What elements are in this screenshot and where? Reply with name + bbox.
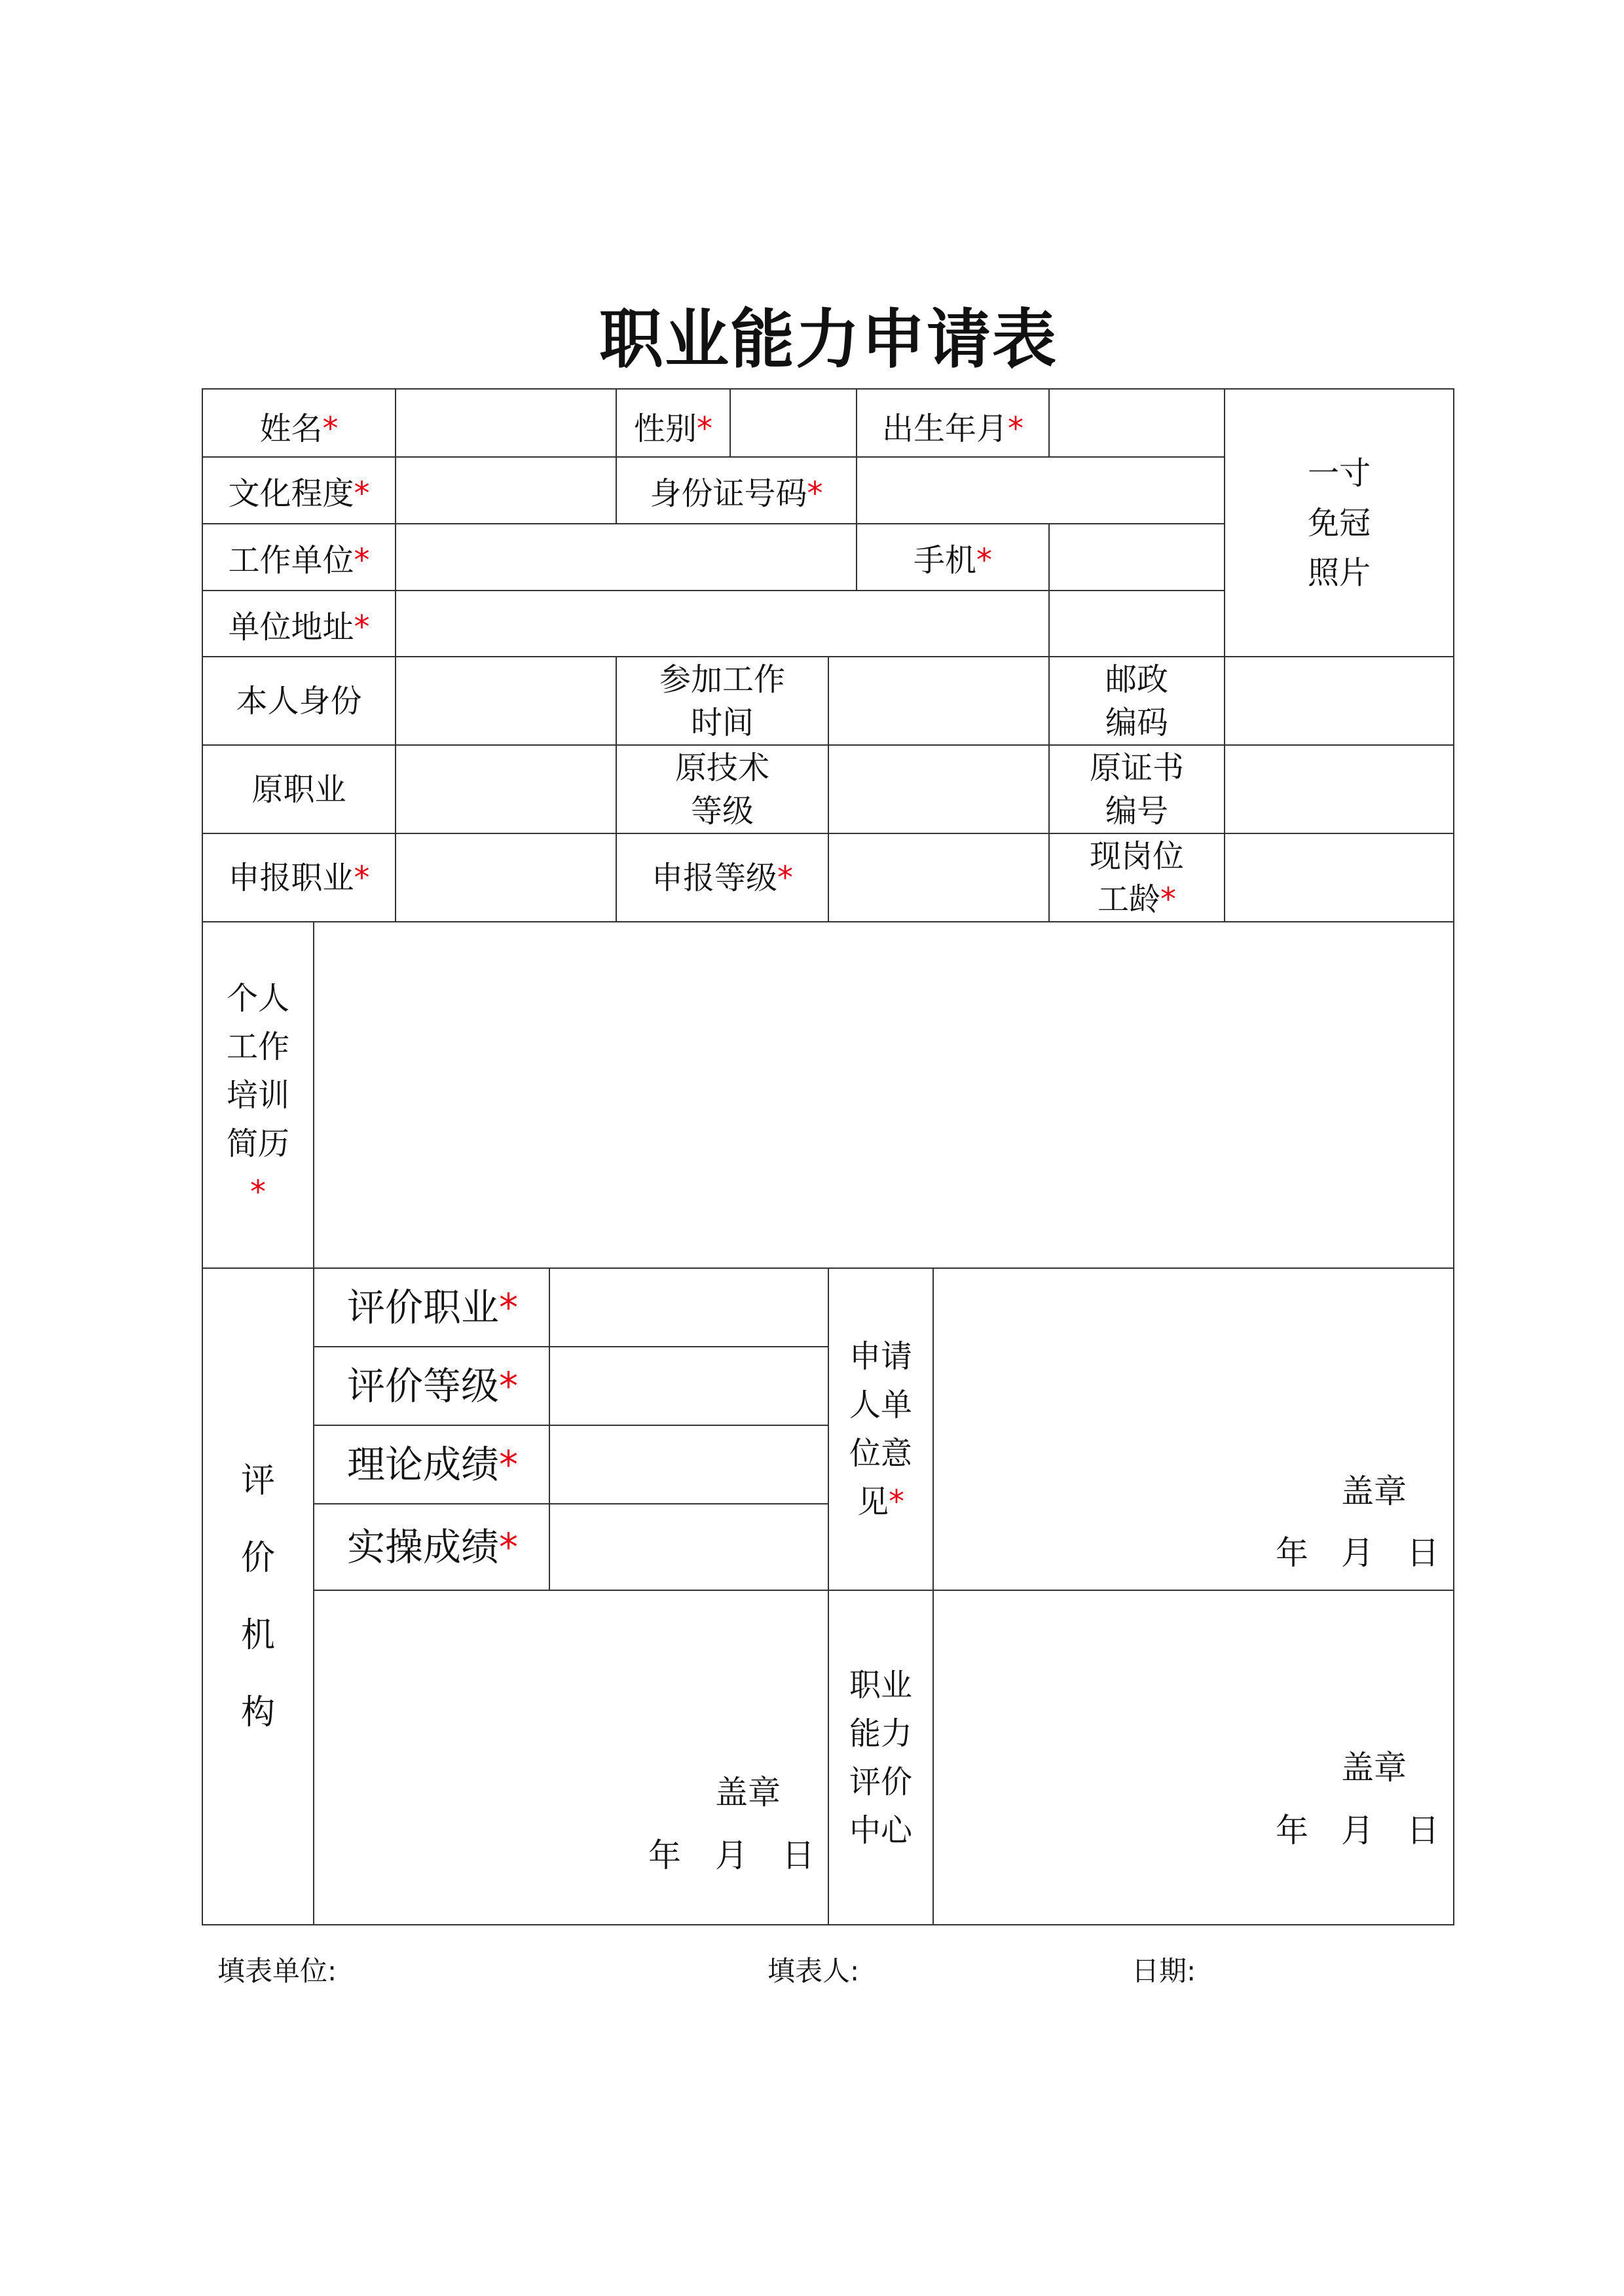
mobile-field[interactable] [1048, 523, 1225, 591]
footer-date-label: 日期: [1132, 1955, 1196, 1987]
eval-org-label: 评 价 机 构 [202, 1267, 314, 1925]
orig-tech-level-label: 原技术 等级 [616, 744, 829, 834]
work-unit-label: 工作单位 * [202, 523, 396, 591]
date-year-label: 年 [648, 1836, 681, 1874]
identity-field[interactable] [395, 656, 617, 746]
mobile-label: 手机 * [856, 523, 1050, 591]
resume-label: 个人 工作 培训 简历 * [202, 921, 314, 1269]
unit-opinion-label: 申请 人单 位意 见* [828, 1267, 934, 1591]
education-label: 文化程度 * [202, 456, 396, 524]
id-number-field[interactable] [856, 456, 1225, 524]
name-field[interactable] [395, 388, 617, 458]
seal-label: 盖章 [715, 1774, 781, 1812]
eval-level-label: 评价等级 * [313, 1346, 550, 1426]
eval-job-label: 评价职业 * [313, 1267, 550, 1347]
birth-field[interactable] [1048, 388, 1225, 458]
footer-filler-label: 填表人: [767, 1955, 860, 1987]
unit-opinion-stamp [932, 1267, 1454, 1591]
apply-level-field[interactable] [828, 833, 1050, 922]
photo-label-2: 免冠 [1307, 504, 1371, 541]
date-year-label: 年 [1276, 1534, 1308, 1572]
seal-label: 盖章 [1341, 1749, 1407, 1787]
date-year-label: 年 [1276, 1812, 1308, 1850]
seal-label: 盖章 [1341, 1472, 1407, 1510]
orig-cert-number-field[interactable] [1224, 744, 1454, 834]
identity-label: 本人身份 [202, 656, 396, 746]
postcode-label: 邮政 编码 [1048, 656, 1225, 746]
footer-unit-label: 填表单位: [217, 1955, 337, 1987]
unit-address-extra-field[interactable] [1048, 590, 1225, 657]
id-number-label: 身份证号码 * [616, 456, 857, 524]
eval-org-stamp [313, 1590, 829, 1925]
photo-box[interactable] [1224, 388, 1454, 657]
practice-score-field[interactable] [549, 1503, 829, 1591]
page-title: 职业能力申请表 [599, 302, 1058, 377]
date-day-label: 日 [1407, 1812, 1439, 1850]
date-month-label: 月 [1341, 1534, 1374, 1572]
orig-tech-level-field[interactable] [828, 744, 1050, 834]
orig-cert-number-label: 原证书 编号 [1048, 744, 1225, 834]
gender-field[interactable] [729, 388, 857, 458]
theory-score-field[interactable] [549, 1425, 829, 1504]
work-start-label: 参加工作 时间 [616, 656, 829, 746]
date-month-label: 月 [715, 1836, 748, 1874]
eval-center-stamp [932, 1590, 1454, 1925]
practice-score-label: 实操成绩 * [313, 1503, 550, 1591]
orig-job-label: 原职业 [202, 744, 396, 834]
eval-center-label: 职业 能力 评价 中心 [828, 1590, 934, 1925]
education-field[interactable] [395, 456, 617, 524]
photo-label-1: 一寸 [1307, 454, 1371, 492]
theory-score-label: 理论成绩 * [313, 1425, 550, 1504]
work-unit-field[interactable] [395, 523, 857, 591]
eval-level-field[interactable] [549, 1346, 829, 1426]
unit-address-field[interactable] [395, 590, 1050, 657]
photo-label-3: 照片 [1307, 554, 1371, 591]
eval-job-field[interactable] [549, 1267, 829, 1347]
tenure-label: 现岗位 工龄* [1048, 833, 1225, 922]
postcode-field[interactable] [1224, 656, 1454, 746]
orig-job-field[interactable] [395, 744, 617, 834]
apply-job-field[interactable] [395, 833, 617, 922]
date-day-label: 日 [1407, 1534, 1439, 1572]
apply-level-label: 申报等级 * [616, 833, 829, 922]
work-start-field[interactable] [828, 656, 1050, 746]
name-label: 姓名 * [202, 388, 396, 458]
unit-address-label: 单位地址 * [202, 590, 396, 657]
gender-label: 性别 * [616, 388, 731, 458]
apply-job-label: 申报职业 * [202, 833, 396, 922]
date-month-label: 月 [1341, 1812, 1374, 1850]
birth-label: 出生年月 * [856, 388, 1050, 458]
resume-field[interactable] [313, 921, 1454, 1269]
date-day-label: 日 [782, 1836, 815, 1874]
tenure-field[interactable] [1224, 833, 1454, 922]
